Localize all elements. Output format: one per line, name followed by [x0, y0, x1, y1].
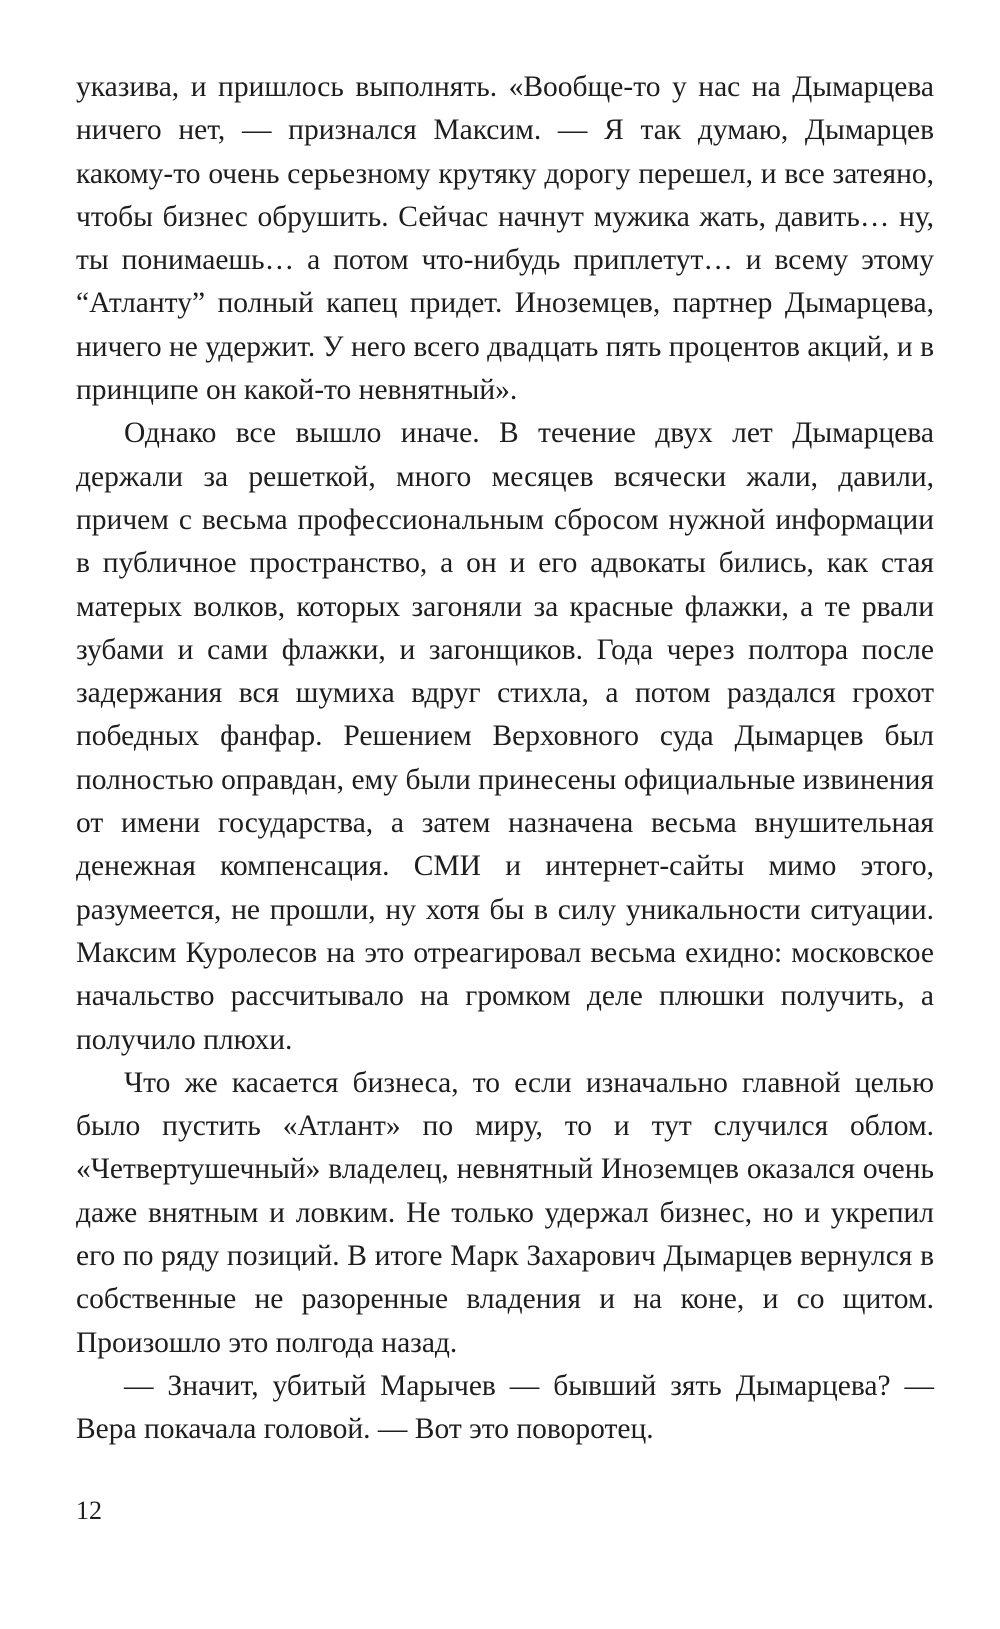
paragraph-2: Однако все вышло иначе. В течение двух лет Дымарцева держали за решеткой, много месяцев всячески жали, давили, причем с весьма профессиональным сбросом нужной информации в публичное пространство, а он и его адвокаты бились, как стая матерых волков, которых загоняли за красные флажки, а те рвали зубами и сами флажки, и загонщиков. Года через полтора после задержания вся шумиха вдруг стихла, а потом раздался грохот победных фанфар. Решением Верховного суда Дымарцев был полностью оправдан, ему были принесены официальные извинения от имени государства, а затем назначена весьма внушительная денежная компенсация. СМИ и интернет-сайты мимо этого, разумеется, не прошли, ну хотя бы в силу уникальности ситуации. Максим Куролесов на это отреагировал весьма ехидно: московское начальство рассчитывало на громком деле плюшки получить, а получило плюхи.	[76, 417, 934, 1056]
paragraph-4: — Значит, убитый Марычев — бывший зять Дымарцева? — Вера покачала головой. — Вот это поворотец.	[76, 1369, 934, 1446]
body-text	[76, 66, 934, 1452]
paragraph-1: указива, и пришлось выполнять. «Вообще-то у нас на Дымарцева ничего нет, — признался Максим. — Я так думаю, Дымарцев какому-то очень серьезному крутяку дорогу перешел, и все затеяно, чтобы бизнес обрушить. Сейчас начнут мужика жать, давить… ну, ты понимаешь… а потом что-нибудь приплетут… и всему этому “Атланту” полный капец придет. Иноземцев, партнер Дымарцева, ничего не удержит. У него всего двадцать пять процентов акций, и в принципе он какой-то невнятный».	[76, 71, 934, 407]
paragraph-3: Что же касается бизнеса, то если изначально главной целью было пустить «Атлант» по миру, то и тут случился облом. «Четвертушечный» владелец, невнятный Иноземцев оказался очень даже внятным и ловким. Не только удержал бизнес, но и укрепил его по ряду позиций. В итоге Марк Захарович Дымарцев вернулся в собственные не разоренные владения и на коне, и со щитом. Произошло это полгода назад.	[76, 1066, 934, 1359]
page-number: 12	[76, 1496, 102, 1525]
